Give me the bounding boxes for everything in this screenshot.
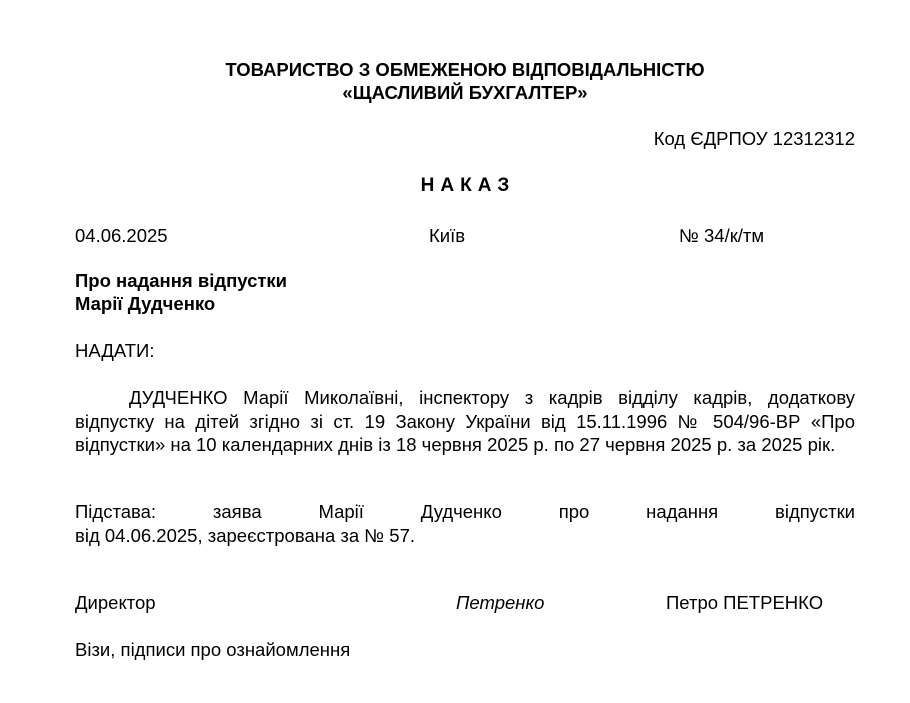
directive-heading: НАДАТИ:: [75, 340, 155, 361]
order-body: ДУДЧЕНКО Марії Миколаївні, інспектору з кадрів відділу кадрів, додаткову відпустку на дітей згідно зі ст. 19 Закону України від 15.11.1996 № 504/96-ВР «Про відпустки» на 10 календарних днів із 18 червня 2025 р. по 27 червня 2025 р. за 2025 рік.: [75, 387, 855, 455]
order-number: № 34/к/тм: [679, 225, 765, 246]
handwritten-signature: Петренко: [456, 592, 545, 613]
order-document: [75, 0, 855, 703]
subject-line-1: Про надання відпустки: [75, 270, 288, 291]
document-title: НАКАЗ: [420, 175, 516, 196]
order-basis: [75, 500, 855, 547]
order-meta: [75, 225, 855, 249]
signatory-position: Директор: [75, 592, 156, 613]
subject-line-2: Марії Дудченко: [75, 293, 216, 314]
visas-footer: Візи, підписи про ознайомлення: [75, 639, 351, 660]
organization-brand: «ЩАСЛИВИЙ БУХГАЛТЕР»: [342, 82, 588, 103]
basis-line-2: від 04.06.2025, зареєстрована за № 57.: [75, 524, 416, 546]
basis-line-1: Підстава: заява Марії Дудченко про надання відпустки: [75, 501, 855, 522]
organization-header: [75, 58, 855, 104]
order-date: 04.06.2025: [75, 225, 168, 246]
signature-block: [75, 592, 855, 616]
edrpou-code: Код ЄДРПОУ 12312312: [653, 128, 855, 149]
order-subject: [75, 269, 287, 315]
signatory-name: Петро ПЕТРЕНКО: [666, 592, 824, 613]
organization-name: ТОВАРИСТВО З ОБМЕЖЕНОЮ ВІДПОВІДАЛЬНІСТЮ: [225, 59, 705, 80]
order-city: Київ: [429, 225, 466, 246]
